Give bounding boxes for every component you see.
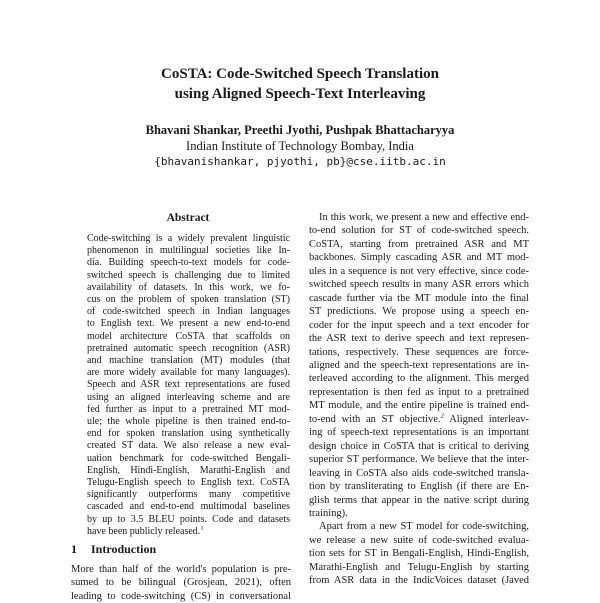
paragraph-line: ing of speech-text representations is an important — [309, 427, 529, 439]
paragraph-line: Apart from a new ST model for code-switching, — [319, 521, 529, 533]
abstract-line: created ST data. We also release a new eval- — [87, 440, 290, 452]
abstract-line: dia. Building speech-to-text models for code- — [87, 257, 290, 269]
paragraph-line: leaving in CoSTA also aids code-switched transla- — [309, 467, 529, 479]
abstract-line: are more widely available for many languages). — [87, 367, 290, 379]
section-number: 1 — [71, 542, 77, 556]
abstract-line: significantly outperforms many competitive — [87, 489, 290, 501]
paragraph-line: the ASR text to derive speech and text represen- — [309, 333, 529, 345]
right-column-body — [309, 211, 529, 588]
paragraph-line: coder for the input speech and a text encoder for — [309, 319, 529, 331]
paragraph-line: cascade further via the MT module into the final — [309, 292, 529, 304]
paragraph-line: Marathi-English and Telugu-English by starting — [309, 561, 529, 573]
author-email: {bhavanishankar, pjyothi, pb}@cse.iitb.ac.in — [154, 155, 446, 168]
paragraph-line: aligned and the speech-text representations are in- — [309, 359, 529, 371]
affiliation: Indian Institute of Technology Bombay, India — [186, 139, 414, 153]
abstract-line: of code-switched speech in Indian languages — [87, 306, 290, 318]
paragraph-line: representation is then fed as input to a pretrained — [309, 386, 529, 398]
introduction-line: sumed to be bilingual (Grosjean, 2021), often — [71, 577, 291, 589]
abstract-line: English, Hindi-English, Marathi-English and — [87, 464, 290, 476]
paragraph-line: MT module, and the entire pipeline is trained end- — [309, 400, 529, 412]
paragraph-line: from ASR data in the IndicVoices dataset (Javed — [309, 575, 529, 587]
abstract-line: phenomenon in multilingual societies like In- — [87, 245, 290, 257]
author-list: Bhavani Shankar, Preethi Jyothi, Pushpak Bhattacharyya — [145, 123, 455, 137]
abstract-heading: Abstract — [166, 212, 210, 224]
abstract-line: Speech and ASR text representations are fused — [87, 379, 290, 391]
introduction-body — [71, 563, 291, 603]
paragraph-line — [309, 413, 529, 426]
abstract-line: pretrained automatic speech recognition (ASR) — [87, 342, 290, 354]
paragraph-line: CoSTA, starting from pretrained ASR and MT — [309, 238, 529, 250]
paragraph-line: tations, respectively. These sequences are force- — [309, 346, 529, 358]
abstract-body — [87, 233, 290, 538]
paragraph-line: tion sets for ST in Bengali-English, Hindi-English, — [309, 548, 529, 560]
paragraph-line: In this work, we present a new and effective end- — [319, 212, 529, 223]
paragraph-line: backbones. Simply cascading ASR and MT mod- — [309, 252, 529, 264]
abstract-line: fed further as input to a pretrained MT mod- — [87, 403, 290, 415]
abstract-line: and machine translation (MT) modules (that — [87, 355, 290, 367]
abstract-line: end for spoken translation using synthetically — [87, 428, 290, 440]
paragraph-line: superior ST performance. We believe that the inter- — [309, 454, 529, 466]
introduction-line: More than half of the world's population is pre- — [71, 564, 291, 575]
introduction-line: leading to code-switching (CS) in conversational — [71, 590, 291, 602]
abstract-line: cascaded and end-to-end multimodal baselines — [87, 501, 290, 513]
abstract-line: cus on the problem of spoken translation (ST) — [87, 294, 290, 306]
abstract-line: Telugu-English speech to English text. CoSTA — [87, 477, 290, 489]
section-heading-introduction — [71, 541, 291, 557]
abstract-line: by up to 3.5 BLEU points. Code and datasets — [87, 513, 290, 525]
paper-title — [0, 64, 600, 104]
abstract-line: switched speech is challenging due to limited — [87, 269, 290, 281]
paragraph-line: to-end solution for ST of code-switched speech. — [309, 225, 529, 237]
abstract-line: uation benchmark for code-switched Bengali- — [87, 452, 290, 464]
paragraph-line: terleaved according to the alignment. This merged — [309, 373, 529, 385]
footnote-mark: 2 — [440, 412, 445, 420]
abstract-line: availability of datasets. In this work, we fo- — [87, 281, 290, 293]
paragraph-line: switched speech results in many ASR errors which — [309, 279, 529, 291]
paragraph-line: we release a new suite of code-switched evalua- — [309, 534, 529, 546]
paragraph-line: training). — [309, 507, 348, 519]
paragraph-line: tion by transliterating to English (if there are En- — [309, 481, 529, 493]
abstract-line: model architecture CoSTA that scaffolds on — [87, 330, 290, 342]
abstract-line: Code-switching is a widely prevalent linguistic — [87, 233, 290, 244]
line-text: Aligned interleav- — [444, 413, 529, 425]
paragraph-line: design choice in CoSTA that is critical to deriving — [309, 440, 529, 452]
abstract-line: have been publicly released.$^1$ — [87, 526, 290, 538]
footnote-mark: 1 — [200, 525, 204, 532]
abstract-line: to English text. We present a new end-to-end — [87, 318, 290, 330]
title-line-2: using Aligned Speech-Text Interleaving — [174, 86, 426, 102]
abstract-line: using an aligned interleaving scheme and are — [87, 391, 290, 403]
title-line-1: CoSTA: Code-Switched Speech Translation — [161, 66, 439, 82]
paragraph-line: ST predictions. We propose using a speech en- — [309, 306, 529, 318]
section-title: Introduction — [91, 542, 157, 556]
line-text: to-end with an ST objective. — [309, 413, 441, 425]
paragraph-line: ules in a sequence is not very effective, since code- — [309, 265, 529, 277]
abstract-line: ule; the whole pipeline is then trained end-to- — [87, 416, 290, 428]
paragraph-line: glish terms that appear in the native script during — [309, 494, 529, 506]
